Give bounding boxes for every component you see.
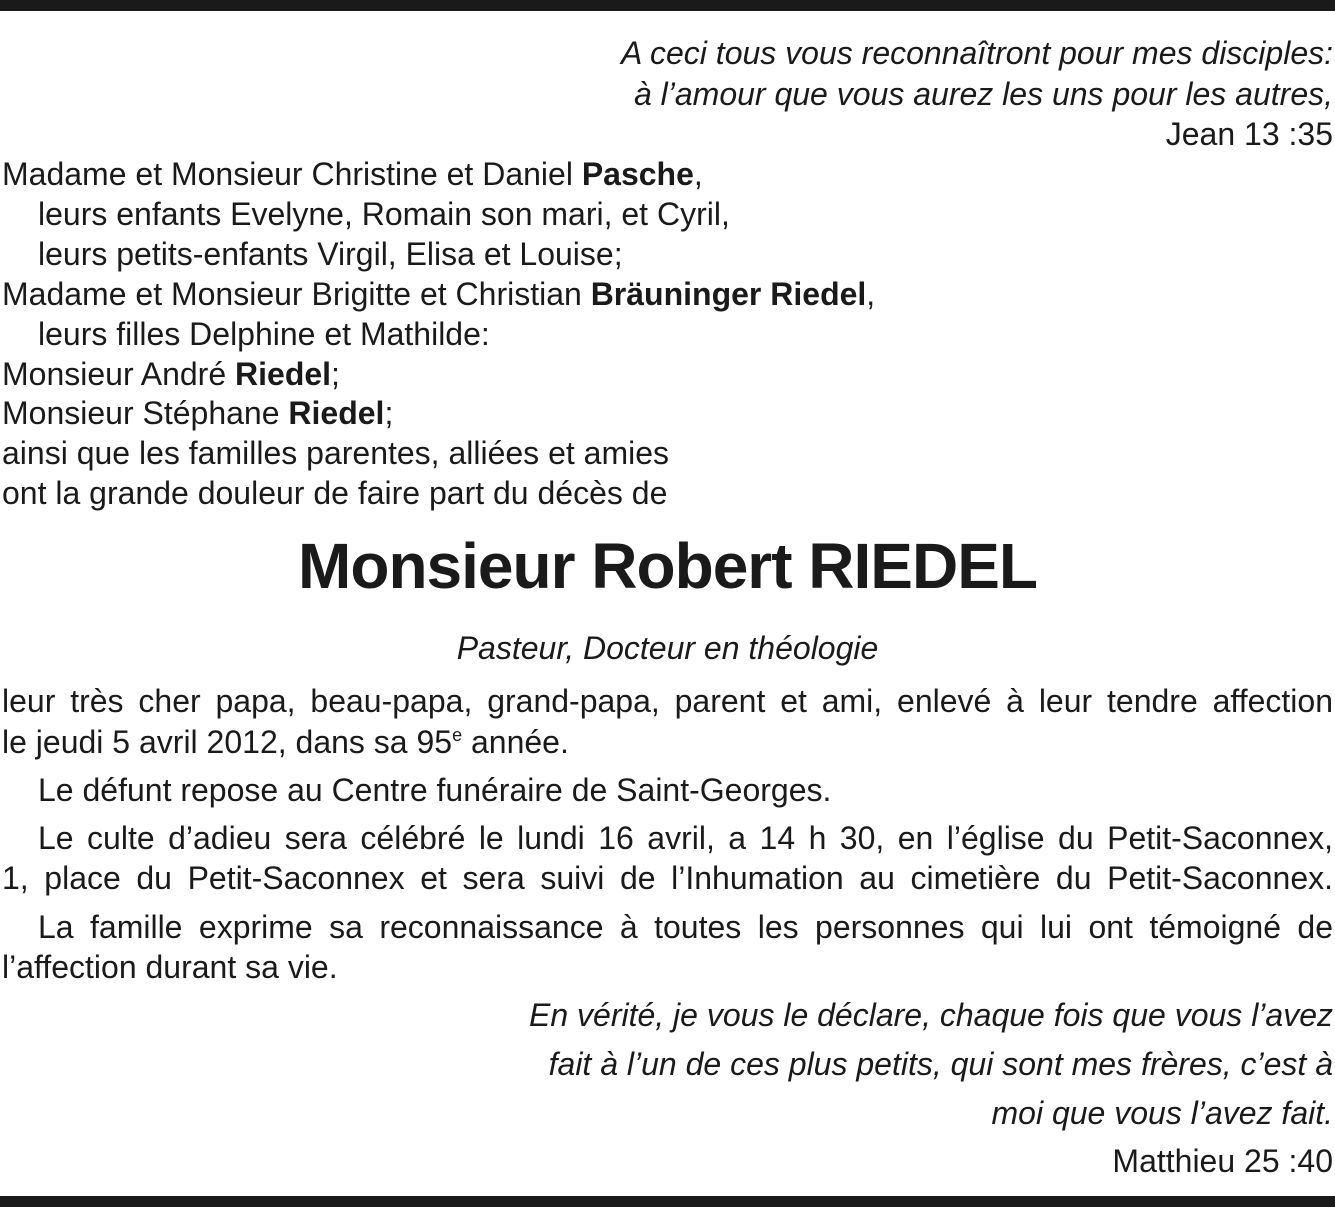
- family-line-5: leurs filles Delphine et Mathilde:: [38, 316, 490, 352]
- closing-line-1: En vérité, je vous le déclare, chaque fois que vous l’avez: [528, 997, 1333, 1033]
- closing-line-3: moi que vous l’avez fait.: [991, 1095, 1333, 1131]
- deceased-name: Monsieur Robert RIEDEL: [298, 530, 1037, 602]
- epigraph-line-1: A ceci tous vous reconnaîtront pour mes disciples:: [620, 35, 1333, 71]
- body-para-4-line-2: l’affection durant sa vie.: [2, 949, 338, 985]
- top-rule: [0, 0, 1335, 11]
- family-name-riedel-stephane: Riedel: [288, 395, 385, 431]
- body-para-3-line-1: Le culte d’adieu sera célébré le lundi 16 avril, a 14 h 30, en l’église du Petit-Saconnex,: [38, 820, 1333, 856]
- family-line-9: ont la grande douleur de faire part du décès de: [2, 475, 668, 511]
- family-line-6: Monsieur André Riedel;: [2, 356, 340, 392]
- family-name-riedel-andre: Riedel: [235, 356, 332, 392]
- epigraph-reference: Jean 13 :35: [1165, 116, 1333, 152]
- body-para-1-line-1: leur très cher papa, beau-papa, grand-papa, parent et ami, enlevé à leur tendre affection: [2, 683, 1333, 719]
- ordinal-superscript: e: [452, 725, 463, 745]
- family-line-4: Madame et Monsieur Brigitte et Christian Bräuninger Riedel,: [2, 276, 876, 312]
- body-para-3-line-2: 1, place du Petit-Saconnex et sera suivi de l’Inhumation au cimetière du Petit-Saconnex.: [2, 860, 1333, 896]
- family-name-brauninger-riedel: Bräuninger Riedel: [590, 276, 867, 312]
- bottom-rule: [0, 1196, 1335, 1207]
- closing-line-2: fait à l’un de ces plus petits, qui sont mes frères, c’est à: [548, 1046, 1333, 1082]
- deceased-title: Pasteur, Docteur en théologie: [456, 630, 879, 666]
- body-para-4-line-1: La famille exprime sa reconnaissance à toutes les personnes qui lui ont témoigné de: [38, 909, 1333, 945]
- body-para-2: Le défunt repose au Centre funéraire de Saint-Georges.: [38, 772, 832, 808]
- family-line-7: Monsieur Stéphane Riedel;: [2, 395, 394, 431]
- family-name-pasche: Pasche: [581, 156, 694, 192]
- family-line-2: leurs enfants Evelyne, Romain son mari, et Cyril,: [38, 196, 730, 232]
- body-para-1-line-2: le jeudi 5 avril 2012, dans sa 95e année.: [2, 724, 569, 760]
- family-line-1: Madame et Monsieur Christine et Daniel Pasche,: [2, 156, 703, 192]
- closing-reference: Matthieu 25 :40: [1112, 1143, 1333, 1179]
- family-line-8: ainsi que les familles parentes, alliées et amies: [2, 435, 669, 471]
- family-line-3: leurs petits-enfants Virgil, Elisa et Louise;: [38, 236, 623, 272]
- epigraph-line-2: à l’amour que vous aurez les uns pour les autres,: [633, 76, 1333, 112]
